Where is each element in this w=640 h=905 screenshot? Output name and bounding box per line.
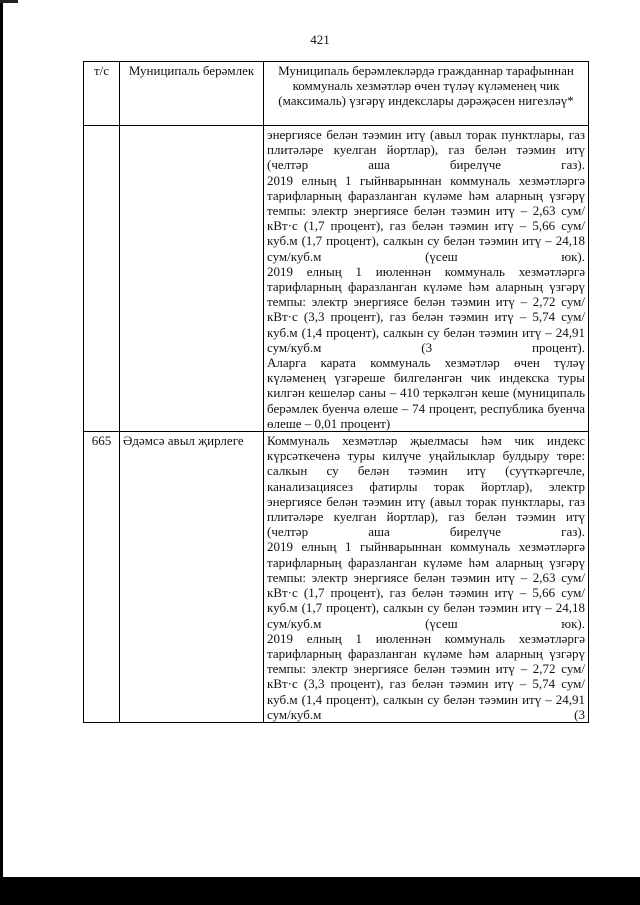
row-number (84, 126, 120, 432)
row-number: 665 (84, 432, 120, 723)
paragraph: 2019 елның 1 гыйнварыннан коммуналь хезмәтләргә тарифларның фаразланган күләме һәм аларның үзгәрү темпы: электр энергиясе белән тәэмин итү – 2,63 сум/кВт·с (1,7 процент), газ белән тәэмин итү – 5,66 сум/куб.м (1,7 процент), салкын су белән тәэмин итү – 24,18 сум/куб.м (үсеш юк). (267, 172, 585, 264)
paragraph: Аларга карата коммуналь хезмәтләр өчен түләү күләменең үзгәреше билгеләнгән чик индекска туры килгән кешеләр саны – 410 теркәлгән кеше (муниципаль берәмлек буенча өлеше – 74 процент, республика буенча өлеше – 0,01 процент) (267, 355, 585, 431)
scan-edge-bottom (0, 877, 640, 905)
row-justification (264, 126, 589, 432)
header-justification: Муниципаль берәмлекләрдә гражданнар тарафыннан коммуналь хезмәтләр өчен түләү күләменең чик (максималь) үзгәрү индекслары дәрәҗәсен нигезләү* (264, 62, 589, 126)
paragraph: 2019 елның 1 гыйнварыннан коммуналь хезмәтләргә тарифларның фаразланган күләме һәм аларның үзгәрү темпы: электр энергиясе белән тәэмин итү – 2,63 сум/кВт·с (1,7 процент), газ белән тәэмин итү – 5,66 сум/куб.м (1,7 процент), салкын су белән тәэмин итү – 24,18 сум/куб.м (үсеш юк). (267, 539, 585, 631)
tariff-table (83, 61, 589, 723)
header-number: т/с (84, 62, 120, 126)
scan-mark (0, 0, 18, 3)
paragraph: Коммуналь хезмәтләр җыелмасы һәм чик индекс күрсәткеченә туры килүче уңайлыклар булдыру төре: салкын су белән тәэмин итү (суүткәргечле, канализациясез фатирлы торак йортлар), электр энергиясе белән тәэмин итү (авыл торак пунктлары, газ плитәләре куелган йортлар), газ белән тәэмин итү (челтәр аша бирелүче газ). (267, 433, 585, 540)
paragraph: энергиясе белән тәэмин итү (авыл торак пунктлары, газ плитәләре куелган йортлар), газ белән тәэмин итү (челтәр аша бирелүче газ). (267, 127, 585, 173)
table-header-row (84, 62, 589, 126)
row-municipality (120, 126, 264, 432)
paragraph: 2019 елның 1 июленнән коммуналь хезмәтләргә тарифларның фаразланган күләме һәм аларның үзгәрү темпы: электр энергиясе белән тәэмин итү – 2,72 сум/кВт·с (3,3 процент), газ белән тәэмин итү – 5,74 сум/куб.м (1,4 процент), салкын су белән тәэмин итү – 24,91 сум/куб.м (3 процент). (267, 263, 585, 355)
paragraph: 2019 елның 1 июленнән коммуналь хезмәтләргә тарифларның фаразланган күләме һәм аларның үзгәрү темпы: электр энергиясе белән тәэмин итү – 2,72 сум/кВт·с (3,3 процент), газ белән тәэмин итү – 5,74 сум/куб.м (1,4 процент), салкын су белән тәэмин итү – 24,91 сум/куб.м (3 (267, 630, 585, 722)
row-municipality: Әдәмсә авыл җирлеге (120, 432, 264, 723)
page-number: 421 (310, 32, 330, 47)
row-justification (264, 432, 589, 723)
header-municipality: Муниципаль берәмлек (120, 62, 264, 126)
table-row (84, 432, 589, 723)
table-row (84, 126, 589, 432)
scan-edge-left (0, 0, 3, 905)
